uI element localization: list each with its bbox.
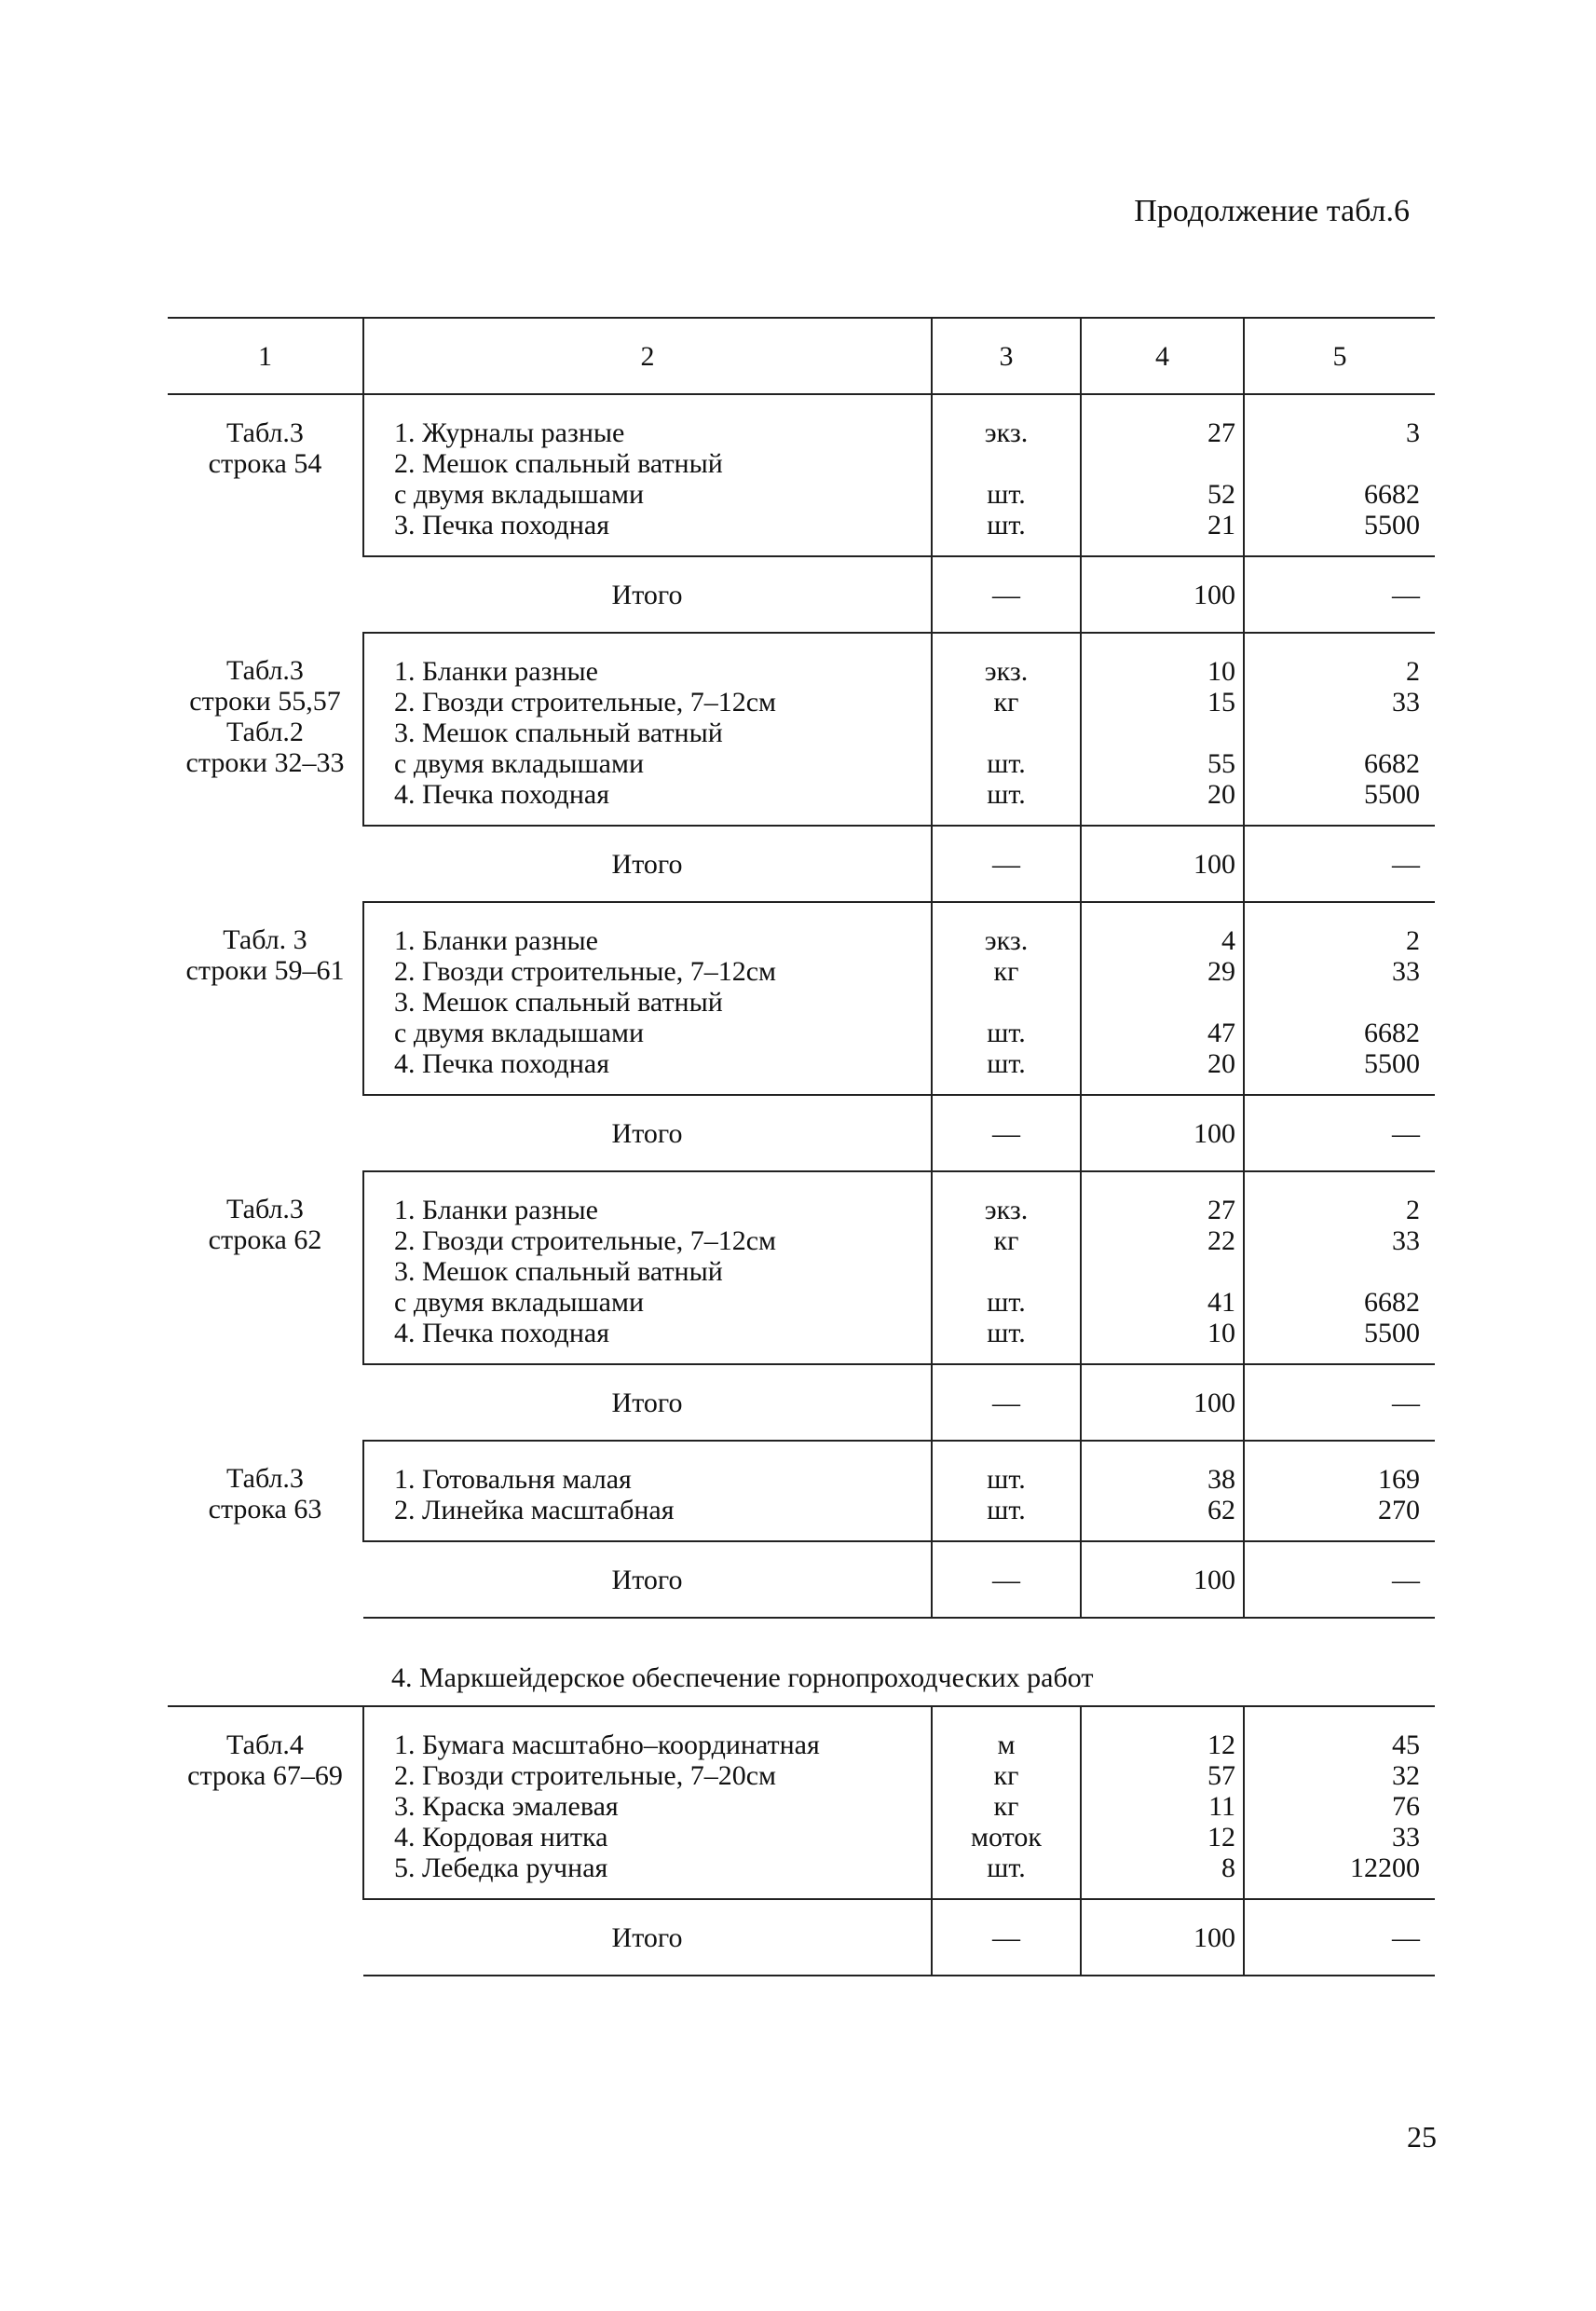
total-c5: — [1244, 1899, 1435, 1976]
cell-line: 6682 [1364, 1287, 1420, 1318]
cell-line: 20 [1207, 1048, 1235, 1079]
cell-line: 2. Гвозди строительные, 7–20см [394, 1760, 777, 1791]
source-cell [168, 1441, 363, 1618]
source-cell [168, 902, 363, 1171]
cell-line: 6682 [1364, 748, 1420, 779]
cell-line: 76 [1392, 1791, 1420, 1822]
cell-line: строка 62 [208, 1224, 322, 1255]
cell-line: шт. [987, 1495, 1026, 1525]
items-cell [363, 394, 932, 556]
cell-line: моток [971, 1822, 1042, 1853]
cell-line: с двумя вкладышами [394, 748, 645, 779]
cell-line: 3. Мешок спальный ватный [394, 718, 723, 748]
cell-line [1245, 1256, 1420, 1287]
cell-line: экз. [984, 417, 1029, 448]
cell-line: Табл.4 [226, 1730, 304, 1760]
main-table [168, 317, 1435, 1619]
cell-line: Табл.3 [226, 1463, 304, 1494]
cell-line [1082, 987, 1235, 1018]
value-cell [1244, 1706, 1435, 1899]
total-label: Итого [363, 1899, 932, 1976]
cell-line: 29 [1207, 956, 1235, 987]
cell-line: строки 59–61 [185, 955, 345, 986]
table-row [168, 902, 1435, 1095]
items-cell [363, 633, 932, 826]
cell-line: 1. Журналы разные [394, 417, 625, 448]
total-label: Итого [363, 1095, 932, 1171]
cell-line: строка 63 [208, 1494, 322, 1525]
cell-line: кг [993, 1791, 1019, 1822]
cell-line: 3. Печка походная [394, 510, 609, 540]
cell-line: 41 [1207, 1287, 1235, 1318]
cell-line: 33 [1392, 1822, 1420, 1853]
cell-line: 1. Бланки разные [394, 656, 598, 687]
cell-line: экз. [984, 656, 1029, 687]
source-cell [168, 1706, 363, 1976]
cell-line: 5500 [1364, 510, 1420, 540]
cell-line: Табл.2 [226, 717, 304, 747]
cell-line: строка 67–69 [187, 1760, 343, 1791]
cell-line: 5500 [1364, 1048, 1420, 1079]
cell-line: 62 [1207, 1495, 1235, 1525]
cell-line: 3. Краска эмалевая [394, 1791, 619, 1822]
cell-line: Табл.3 [226, 1194, 304, 1224]
units-cell [932, 1171, 1081, 1364]
cell-line: 270 [1378, 1495, 1420, 1525]
cell-line: 12 [1207, 1730, 1235, 1760]
value-cell [1244, 902, 1435, 1095]
cell-line: 1. Готовальня малая [394, 1464, 632, 1495]
cell-line: 12200 [1350, 1853, 1420, 1883]
cell-line: 2 [1406, 656, 1420, 687]
total-c5: — [1244, 556, 1435, 633]
total-c3: — [932, 1899, 1081, 1976]
cell-line: экз. [984, 925, 1029, 956]
page-number: 25 [1407, 2120, 1437, 2154]
cell-line: 6682 [1364, 479, 1420, 510]
total-c5: — [1244, 1541, 1435, 1618]
cell-line: 4 [1221, 925, 1235, 956]
cell-line: шт. [987, 479, 1026, 510]
cell-line [1082, 718, 1235, 748]
cell-line: 5500 [1364, 1318, 1420, 1348]
cell-line: 33 [1392, 687, 1420, 718]
items-cell [363, 902, 932, 1095]
cell-line: 2. Гвозди строительные, 7–12см [394, 1225, 777, 1256]
total-c4: 100 [1081, 1095, 1244, 1171]
cell-line: 11 [1208, 1791, 1235, 1822]
cell-line: строки 55,57 [189, 686, 341, 717]
total-label: Итого [363, 1541, 932, 1618]
column-header: 2 [363, 318, 932, 394]
total-c4: 100 [1081, 1364, 1244, 1441]
cell-line: шт. [987, 510, 1026, 540]
column-header: 5 [1244, 318, 1435, 394]
cell-line: 27 [1207, 1195, 1235, 1225]
column-header: 3 [932, 318, 1081, 394]
cell-line: шт. [987, 1018, 1026, 1048]
column-header-row [168, 318, 1435, 394]
cell-line: шт. [987, 1318, 1026, 1348]
cell-line: 22 [1207, 1225, 1235, 1256]
cell-line: 52 [1207, 479, 1235, 510]
total-c3: — [932, 1541, 1081, 1618]
cell-line: 2. Гвозди строительные, 7–12см [394, 956, 777, 987]
cell-line: кг [993, 1760, 1019, 1791]
source-cell [168, 633, 363, 902]
quantity-cell [1081, 1706, 1244, 1899]
items-cell [363, 1171, 932, 1364]
cell-line [1245, 448, 1420, 479]
cell-line: шт. [987, 1048, 1026, 1079]
cell-line: шт. [987, 1853, 1026, 1883]
items-cell [363, 1441, 932, 1541]
total-c4: 100 [1081, 1899, 1244, 1976]
cell-line: 47 [1207, 1018, 1235, 1048]
cell-line [1245, 987, 1420, 1018]
column-header: 1 [168, 318, 363, 394]
source-cell [168, 394, 363, 633]
section-table-body [168, 1706, 1435, 1976]
cell-line: 21 [1207, 510, 1235, 540]
cell-line: 12 [1207, 1822, 1235, 1853]
cell-line: 4. Печка походная [394, 1048, 609, 1079]
items-cell [363, 1706, 932, 1899]
cell-line: 55 [1207, 748, 1235, 779]
cell-line: Табл.3 [226, 655, 304, 686]
total-c4: 100 [1081, 556, 1244, 633]
cell-line: 2. Линейка масштабная [394, 1495, 675, 1525]
quantity-cell [1081, 902, 1244, 1095]
cell-line: м [997, 1730, 1016, 1760]
units-cell [932, 1441, 1081, 1541]
total-label: Итого [363, 826, 932, 902]
cell-line: 3 [1406, 417, 1420, 448]
cell-line: Табл.3 [226, 417, 304, 448]
cell-line: кг [993, 1225, 1019, 1256]
cell-line [933, 987, 1080, 1018]
value-cell [1244, 394, 1435, 556]
cell-line: с двумя вкладышами [394, 479, 645, 510]
cell-line: строка 54 [208, 448, 322, 479]
cell-line: 57 [1207, 1760, 1235, 1791]
total-c5: — [1244, 826, 1435, 902]
cell-line: 10 [1207, 1318, 1235, 1348]
table-row [168, 1441, 1435, 1541]
cell-line: 6682 [1364, 1018, 1420, 1048]
cell-line: 33 [1392, 1225, 1420, 1256]
cell-line: 2 [1406, 925, 1420, 956]
units-cell [932, 633, 1081, 826]
cell-line: шт. [987, 748, 1026, 779]
cell-line: шт. [987, 1464, 1026, 1495]
table-row [168, 633, 1435, 826]
cell-line: 8 [1221, 1853, 1235, 1883]
cell-line: с двумя вкладышами [394, 1018, 645, 1048]
value-cell [1244, 1441, 1435, 1541]
units-cell [932, 1706, 1081, 1899]
value-cell [1244, 633, 1435, 826]
value-cell [1244, 1171, 1435, 1364]
quantity-cell [1081, 633, 1244, 826]
total-c3: — [932, 826, 1081, 902]
total-c3: — [932, 1095, 1081, 1171]
cell-line: 2. Мешок спальный ватный [394, 448, 723, 479]
cell-line: экз. [984, 1195, 1029, 1225]
cell-line: 3. Мешок спальный ватный [394, 987, 723, 1018]
cell-line: 38 [1207, 1464, 1235, 1495]
table-row [168, 1706, 1435, 1899]
quantity-cell [1081, 394, 1244, 556]
total-c4: 100 [1081, 826, 1244, 902]
cell-line: 33 [1392, 956, 1420, 987]
cell-line: 3. Мешок спальный ватный [394, 1256, 723, 1287]
cell-line: 20 [1207, 779, 1235, 810]
cell-line: с двумя вкладышами [394, 1287, 645, 1318]
total-c3: — [932, 1364, 1081, 1441]
total-c3: — [932, 556, 1081, 633]
cell-line [1082, 1256, 1235, 1287]
cell-line [1245, 718, 1420, 748]
quantity-cell [1081, 1441, 1244, 1541]
cell-line [933, 448, 1080, 479]
units-cell [932, 902, 1081, 1095]
total-c4: 100 [1081, 1541, 1244, 1618]
quantity-cell [1081, 1171, 1244, 1364]
units-cell [932, 394, 1081, 556]
cell-line: Табл. 3 [223, 924, 307, 955]
cell-line: 169 [1378, 1464, 1420, 1495]
cell-line [933, 718, 1080, 748]
cell-line: 4. Печка походная [394, 779, 609, 810]
source-cell [168, 1171, 363, 1441]
cell-line: шт. [987, 779, 1026, 810]
table-body [168, 394, 1435, 1618]
table-continuation-caption: Продолжение табл.6 [1134, 194, 1410, 228]
cell-line: 10 [1207, 656, 1235, 687]
total-c5: — [1244, 1095, 1435, 1171]
cell-line: кг [993, 956, 1019, 987]
cell-line: 2. Гвозди строительные, 7–12см [394, 687, 777, 718]
cell-line: 4. Кордовая нитка [394, 1822, 608, 1853]
cell-line: 1. Бланки разные [394, 1195, 598, 1225]
section-title: 4. Маркшейдерское обеспечение горнопроходческих работ [391, 1662, 1094, 1693]
cell-line: 1. Бланки разные [394, 925, 598, 956]
cell-line: строки 32–33 [185, 747, 345, 778]
cell-line: шт. [987, 1287, 1026, 1318]
cell-line: 4. Печка походная [394, 1318, 609, 1348]
cell-line: 45 [1392, 1730, 1420, 1760]
total-label: Итого [363, 556, 932, 633]
cell-line: кг [993, 687, 1019, 718]
cell-line [1082, 448, 1235, 479]
cell-line: 1. Бумага масштабно–координатная [394, 1730, 820, 1760]
total-c5: — [1244, 1364, 1435, 1441]
cell-line: 15 [1207, 687, 1235, 718]
table-row [168, 1171, 1435, 1364]
column-header: 4 [1081, 318, 1244, 394]
cell-line: 32 [1392, 1760, 1420, 1791]
section-table [168, 1705, 1435, 1976]
cell-line [933, 1256, 1080, 1287]
total-label: Итого [363, 1364, 932, 1441]
cell-line: 5. Лебедка ручная [394, 1853, 608, 1883]
cell-line: 2 [1406, 1195, 1420, 1225]
cell-line: 5500 [1364, 779, 1420, 810]
cell-line: 27 [1207, 417, 1235, 448]
table-row [168, 394, 1435, 556]
